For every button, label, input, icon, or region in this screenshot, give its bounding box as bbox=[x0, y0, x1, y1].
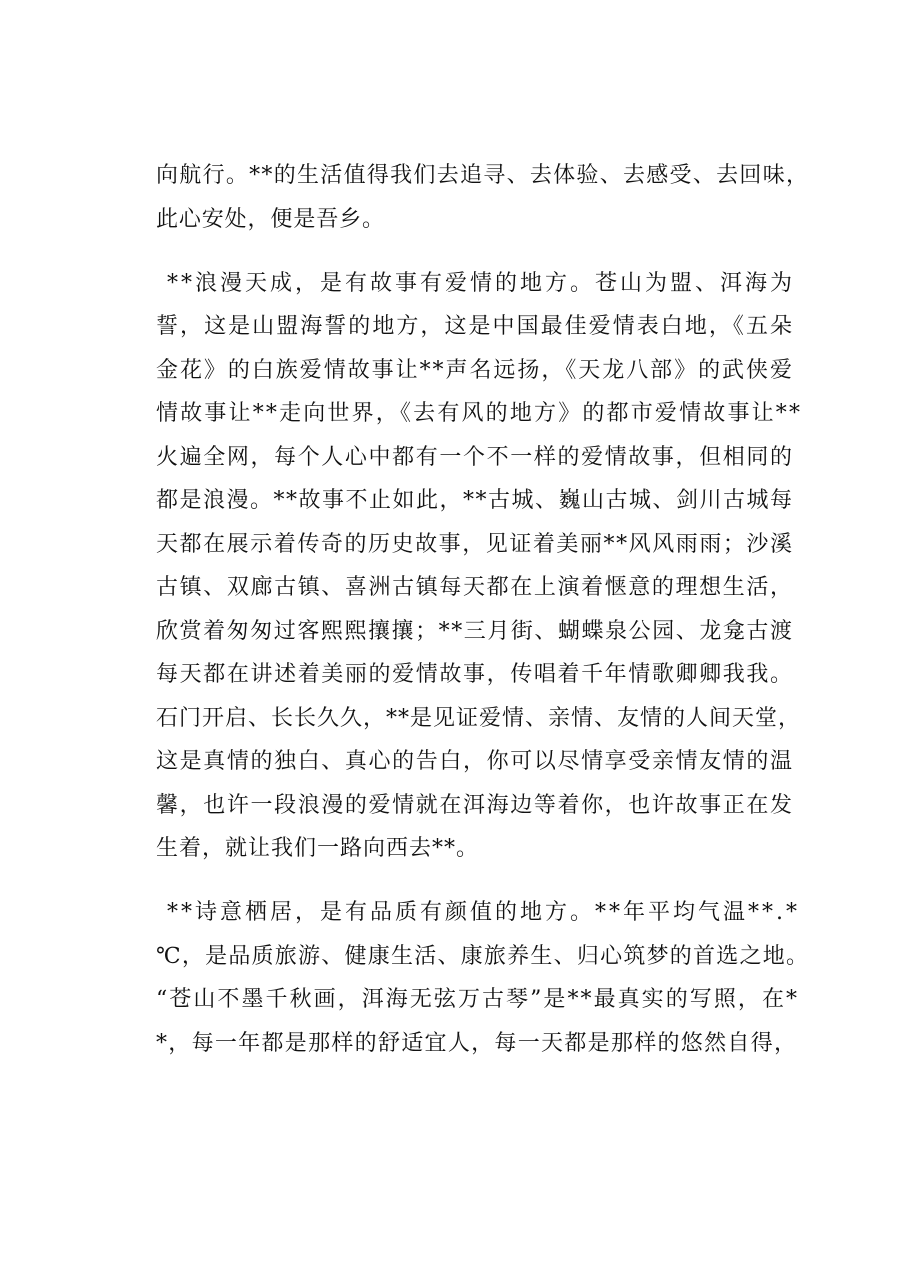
text-line bbox=[0, 937, 909, 977]
line-text: 古镇、双廊古镇、喜洲古镇每天都在上演着惬意的理想生活， bbox=[156, 575, 794, 600]
line-text: **浪漫天成，是有故事有爱情的地方。苍山为盟、洱海为 bbox=[167, 271, 795, 296]
text-line bbox=[0, 655, 909, 695]
text-line bbox=[0, 893, 909, 933]
line-text: 这是真情的独白、真心的告白，你可以尽情享受亲情友情的温 bbox=[156, 749, 794, 774]
line-text: 火遍全网，每个人心中都有一个不一样的爱情故事，但相同的 bbox=[156, 445, 794, 470]
line-text: 生着，就让我们一路向西去**。 bbox=[156, 836, 479, 861]
text-line bbox=[0, 351, 909, 391]
text-line bbox=[0, 980, 909, 1020]
line-text: ℃，是品质旅游、健康生活、康旅养生、归心筑梦的首选之地。 bbox=[156, 944, 810, 969]
text-line bbox=[0, 481, 909, 521]
text-line bbox=[0, 829, 909, 869]
text-line bbox=[0, 699, 909, 739]
text-line bbox=[0, 1024, 909, 1064]
text-line bbox=[0, 742, 909, 782]
text-line bbox=[0, 264, 909, 304]
text-line bbox=[0, 568, 909, 608]
line-text: 金花》的白族爱情故事让**声名远扬，《天龙八部》的武侠爱 bbox=[156, 358, 794, 383]
text-line bbox=[0, 156, 909, 196]
line-text: 此心安处，便是吾乡。 bbox=[156, 207, 385, 232]
text-line bbox=[0, 394, 909, 434]
line-text: “苍山不墨千秋画，洱海无弦万古琴”是**最真实的写照，在* bbox=[156, 987, 800, 1012]
line-text: 情故事让**走向世界，《去有风的地方》的都市爱情故事让** bbox=[156, 401, 803, 426]
line-text: 誓，这是山盟海誓的地方，这是中国最佳爱情表白地，《五朵 bbox=[156, 314, 795, 339]
text-line bbox=[0, 525, 909, 565]
text-line bbox=[0, 200, 909, 240]
line-text: 馨，也许一段浪漫的爱情就在洱海边等着你，也许故事正在发 bbox=[156, 793, 794, 818]
text-line bbox=[0, 786, 909, 826]
line-text: 天都在展示着传奇的历史故事，见证着美丽**风风雨雨；沙溪 bbox=[156, 532, 794, 557]
line-text: 都是浪漫。**故事不止如此，**古城、巍山古城、剑川古城每 bbox=[156, 488, 794, 513]
line-text: 欣赏着匆匆过客熙熙攘攘；**三月街、蝴蝶泉公园、龙龛古渡 bbox=[156, 619, 794, 644]
line-text: **诗意栖居，是有品质有颜值的地方。**年平均气温**.* bbox=[167, 900, 800, 925]
line-text: 每天都在讲述着美丽的爱情故事，传唱着千年情歌卿卿我我。 bbox=[156, 662, 794, 687]
text-line bbox=[0, 307, 909, 347]
line-text: *，每一年都是那样的舒适宜人，每一天都是那样的悠然自得， bbox=[156, 1031, 798, 1056]
text-line bbox=[0, 612, 909, 652]
text-line bbox=[0, 438, 909, 478]
line-text: 石门开启、长长久久，**是见证爱情、亲情、友情的人间天堂， bbox=[156, 706, 801, 731]
line-text: 向航行。**的生活值得我们去追寻、去体验、去感受、去回味， bbox=[156, 163, 810, 188]
